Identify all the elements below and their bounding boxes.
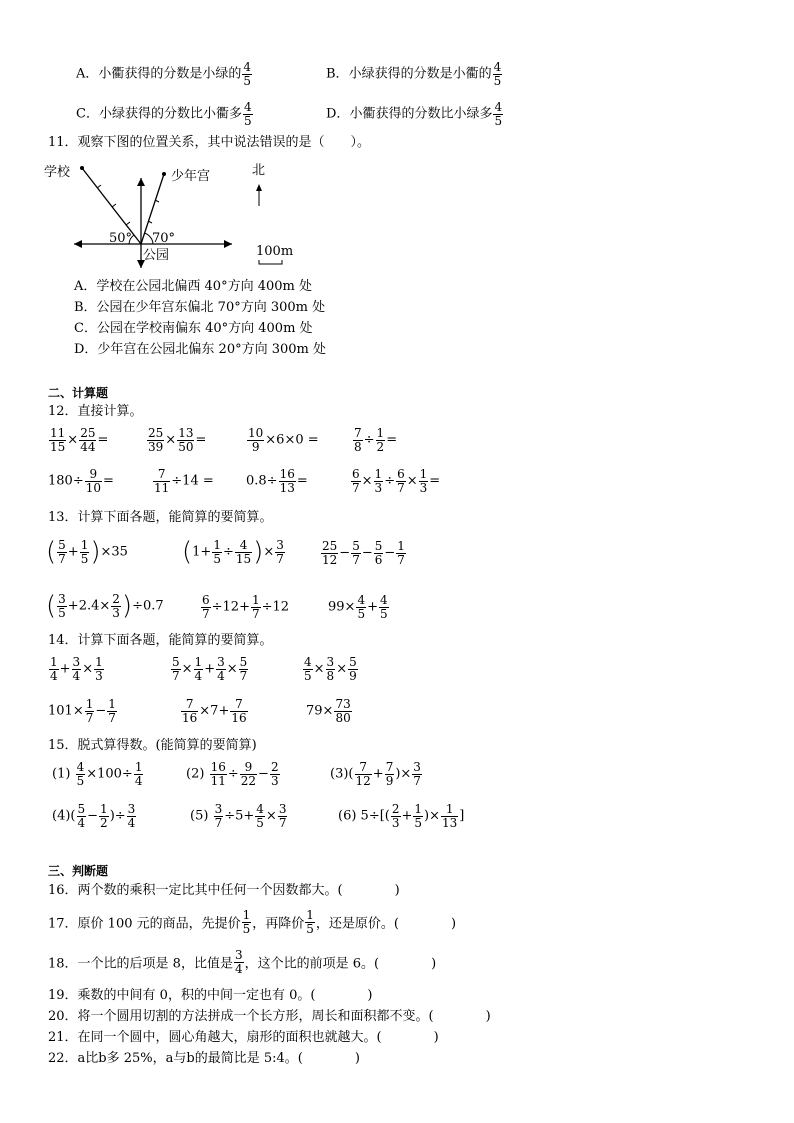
q17: 17．原价 100 元的商品，先提价 $\frac{1}{5}$ ，再降价 $\frac{1}{5}$ ，还是原价。( ) [48,908,457,936]
q20: 20．将一个圆用切割的方法拼成一个长方形，周长和面积都不变。( ) [48,1009,491,1024]
q13-expr-5: $\frac{6}{7}$ ÷12+ $\frac{1}{7}$ ÷12 [202,593,290,621]
q12-expr-7: 0.8÷ $\frac{16}{13}$ = [246,467,308,495]
q13-expr-6: 99× $\frac{4}{5}$ + $\frac{4}{5}$ [328,593,388,621]
q11-option-a: A．学校在公园北偏西 40°方向 400m 处 [74,279,312,294]
q13-stem: 13．计算下面各题，能简算的要简算。 [48,510,273,525]
q12-expr-5: 180÷ $\frac{9}{10}$ = [48,467,114,495]
q15-expr-4: (4)( $\frac{5}{4}$ − $\frac{1}{2}$ )÷ $\frac{3}{4}$ [52,802,136,830]
q15-stem: 15．脱式算得数。(能简算的要简算) [48,738,257,753]
q14-expr-6: 79× $\frac{73}{80}$ [306,697,351,725]
q11-option-b: B．公园在少年宫东偏北 70°方向 300m 处 [74,300,326,315]
label-north: 北 [252,163,266,178]
q14-expr-3: $\frac{4}{5}$ × $\frac{3}{8}$ × $\frac{5}{9}$ [304,655,357,683]
label-school: 学校 [44,165,71,180]
q10-option-c: C．小绿获得的分数比小衢多 $\frac{4}{5}$ [76,100,252,128]
q22: 22．a比b多 25%，a与b的最简比是 5:4。( ) [48,1051,360,1066]
q13-expr-2: (1+ $\frac{1}{5}$ ÷ $\frac{4}{15}$ )× $\frac{3}{7}$ [182,537,284,567]
q10-option-d: D．小衢获得的分数比小绿多 $\frac{4}{5}$ [326,100,503,128]
q14-expr-5: $\frac{7}{16}$ ×7+ $\frac{7}{16}$ [182,697,247,725]
position-diagram [44,158,304,270]
q12-expr-3: $\frac{10}{9}$ ×6×0 = [248,426,319,454]
label-scale: 100m [256,244,294,259]
q21: 21．在同一个圆中，圆心角越大，扇形的面积也就越大。( ) [48,1030,439,1045]
q11-option-c: C．公园在学校南偏东 40°方向 400m 处 [74,321,313,336]
label-park: 公园 [143,248,170,263]
q16: 16．两个数的乘积一定比其中任何一个因数都大。( ) [48,883,400,898]
label-angle-50: 50° [109,231,133,246]
fraction: $\frac{4}{5}$ [243,60,252,88]
q12-stem: 12．直接计算。 [48,404,143,419]
q10-option-b: B．小绿获得的分数是小衢的 $\frac{4}{5}$ [326,60,502,88]
q11-stem: 11．观察下图的位置关系，其中说法错误的是（ ）。 [48,135,371,150]
q15-expr-5: (5) $\frac{3}{7}$ ÷5+ $\frac{4}{5}$ × $\frac{3}{7}$ [190,802,287,830]
section-calculation: 二、计算题 [48,386,109,400]
q15-expr-6: (6) 5÷[( $\frac{2}{3}$ + $\frac{1}{5}$ )× $\frac{1}{13}$ ] [338,802,465,830]
q13-expr-1: ( $\frac{5}{7}$ + $\frac{1}{5}$ )×35 [46,537,128,567]
q12-expr-8: $\frac{6}{7}$ × $\frac{1}{3}$ ÷ $\frac{6}{7}$ × $\frac{1}{3}$ = [352,467,441,495]
q14-expr-4: 101× $\frac{1}{7}$ − $\frac{1}{7}$ [48,697,116,725]
q12-expr-1: $\frac{11}{15}$ × $\frac{25}{44}$ = [50,426,109,454]
q10-option-a: A．小衢获得的分数是小绿的 $\frac{4}{5}$ [76,60,252,88]
q19: 19．乘数的中间有 0，积的中间一定也有 0。( ) [48,988,373,1003]
q18: 18．一个比的后项是 8，比值是 $\frac{3}{4}$ ，这个比的前项是 6。( ) [48,948,437,976]
label-angle-70: 70° [152,231,176,246]
q12-expr-6: $\frac{7}{11}$ ÷14 = [154,467,214,495]
q14-stem: 14．计算下面各题，能简算的要简算。 [48,633,273,648]
q15-expr-1: (1) $\frac{4}{5}$ ×100÷ $\frac{1}{4}$ [52,760,143,788]
q11-option-d: D．少年宫在公园北偏东 20°方向 300m 处 [74,342,327,357]
q15-expr-3: (3)( $\frac{7}{12}$ + $\frac{7}{9}$ )× $\frac{3}{7}$ [330,760,421,788]
label-youth-palace: 少年宫 [171,169,211,184]
q14-expr-2: $\frac{5}{7}$ × $\frac{1}{4}$ + $\frac{3}{4}$ × $\frac{5}{7}$ [172,655,248,683]
q13-expr-3: $\frac{25}{12}$ − $\frac{5}{7}$ − $\frac{5}{6}$ − $\frac{1}{7}$ [322,539,405,567]
q15-expr-2: (2) $\frac{16}{11}$ ÷ $\frac{9}{22}$ − $\frac{2}{3}$ [186,760,279,788]
q14-expr-1: $\frac{1}{4}$ + $\frac{3}{4}$ × $\frac{1}{3}$ [50,655,103,683]
q13-expr-4: ( $\frac{3}{5}$ +2.4× $\frac{2}{3}$ )÷0.7 [46,591,164,621]
q12-expr-4: $\frac{7}{8}$ ÷ $\frac{1}{2}$ = [354,426,398,454]
section-judgement: 三、判断题 [48,864,109,878]
q12-expr-2: $\frac{25}{39}$ × $\frac{13}{50}$ = [148,426,207,454]
